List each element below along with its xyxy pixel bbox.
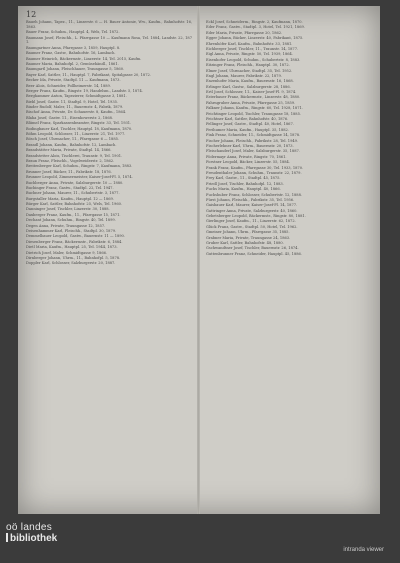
directory-entry: Feichtner Karl, Sattler, Bahnhofstr. 40, 1876.: [206, 117, 289, 122]
directory-entry: Brandl Johann, Kaufm., Bahnhofstr. 12, Lambach.: [26, 142, 117, 147]
directory-entry: Beer Alois, Schneider, Pollheimerstr. 14, 1889.: [26, 83, 111, 88]
directory-entry: Diesenberger Franz, Bäckermstr., Fabrikstr. 6, 1884.: [26, 239, 123, 244]
directory-entry: Fuchs Maria, Kaufm., Hauptpl. 40, 1866.: [206, 187, 281, 192]
directory-entry: Fellinger Josef, Gastw., Stadtpl. 40, Hotel, 1867.: [206, 122, 294, 127]
logo-line-1: oö landes: [6, 522, 53, 533]
directory-entry: Elmer Josef, Uhrmacher, Stadtpl. 35, Tel. 1952.: [206, 68, 293, 73]
directory-entry: Baumann Josef, Fleischh., L. Pfarrgasse 10 — Kaufmann Rosa, Tel. 1884, Landstr. 22, 1871.: [26, 35, 192, 45]
directory-entry: Gierlinger Josef, Kaufm., 11., Linzerstr. 62, 1872.: [206, 219, 296, 224]
directory-entry: Fischerlehner Karl, Uhrm., Bauernstr. 20, 1873.: [206, 143, 294, 148]
directory-entry: Danninger Josef, Tischler, Linzerstr. 30, 1888.: [26, 207, 110, 212]
directory-entry: Degen Anna, Private, Traungasse 12, 1857.: [26, 223, 106, 228]
viewer-footer: [0, 515, 400, 563]
directory-entry: Deisenhammer Karl, Fleischh., Stadtpl. 30, 1879.: [26, 229, 117, 234]
directory-entry: Blaha Josef, Gastw. 11., Eisenhowerstr. 2, 1868.: [26, 115, 114, 120]
directory-entry: Bodingbauer Karl, Tischler, Hauptpl. 18, Kaufmann, 1870.: [26, 126, 133, 131]
directory-entry: Guttenbrunner Franz, Schneider, Hauptpl. 45, 1886.: [206, 251, 302, 256]
library-logo[interactable]: [6, 522, 57, 544]
directory-entry: Becker Ida, Private, Stadtpl. 11 — Kaufmann, 1873.: [26, 78, 121, 83]
directory-entry: Buchinger Franz, Gastw., Stadtpl. 22, Tel. 1947.: [26, 185, 114, 190]
directory-entry: Dietl Maria, Kaufm., Hauptpl. 25, Tel. 1944, 1873.: [26, 245, 118, 250]
directory-entry: Eder Maria, Private, Pfarrgasse 20, 1862.: [206, 30, 283, 35]
directory-entry: Fuchshuber Franz, Schlosser, Schubertstr. 12, 1888.: [206, 192, 303, 197]
directory-entry: Brandstetter Alois, Tischlerei, Traunstr. 9, Tel. 1901.: [26, 153, 123, 158]
viewer-label: intranda viewer: [343, 547, 384, 553]
page-number: 12: [26, 10, 37, 19]
directory-entry: Brandstätter Maria, Private, Stadtpl. 14, 1866.: [26, 148, 112, 153]
directory-entry: Friedl Josef, Tischler, Bahnhofpl. 12, 1883.: [206, 181, 284, 186]
directory-entry: Gattringer Anna, Private, Salzburgerstr. 40, 1860.: [206, 208, 298, 213]
directory-entry: Fürst Johann, Fleischh., Fabrikstr. 35, Tel. 1956.: [206, 197, 295, 202]
directory-entry: Baumgartner Anna, Pfarrgasse 3, 1859, Hauptpl. 8.: [26, 45, 121, 50]
directory-entry: Buchberger Anna, Private, Salzburgerstr. 10 — 1880.: [26, 180, 124, 185]
directory-entry: Brunner Josef, Bäcker, 11., Fabrikstr. 18, 1876.: [26, 169, 112, 174]
directory-entry: Freudenthaler Johann, Schuhm., Traunstr. 22, 1879.: [206, 170, 302, 175]
logo-line-2-text: bibliothek: [10, 533, 58, 544]
directory-entry: Berger Franz, Kaufm., Ringstr. 19, Handelsm., Landstr. 5, 1874.: [26, 88, 143, 93]
directory-entry: Feichtinger Leopold, Tischler, Traungasse 18, 1885.: [206, 111, 302, 116]
directory-entry: Buchner Johann, Maurer, 11., Schubertstr. 3, 1877.: [26, 191, 120, 196]
directory-entry: Eigl Anna, Private, Ringstr. 50, Tel. 1939, 1864.: [206, 52, 293, 57]
directory-entry: Grabner Maria, Private, Traungasse 24, 1863.: [206, 235, 291, 240]
directory-entry: Dietrich Josef, Maler, Schmidtgasse 9, 1866.: [26, 250, 108, 255]
directory-entry: Dechant Johann, Schuhm., Ringstr. 40, Tel. 1899.: [26, 218, 116, 223]
directory-entry: Bürger Karl, Sattler, Bahnhofstr. 25, Wels, Tel. 1960.: [26, 202, 123, 207]
directory-entry: Gaisbauer Karl, Maurer, Kaiser-Josef-Pl. 14, 1877.: [206, 203, 298, 208]
directory-entry: Esterbauer Franz, Bäckermstr., Linzerstr. 48, 1880.: [206, 95, 301, 100]
directory-entry: Frey Karl, Gastw., 11., Stadtpl. 45, 1875.: [206, 176, 281, 181]
directory-entry: Blümel Franz, Sparkassenbeamter, Ringstr. 33, Tel. 1931.: [26, 121, 132, 126]
directory-entry: Baumer Maria, Bahnhofpl. 2, Gemüsehändl., 1861.: [26, 61, 119, 66]
directory-entry: Ferihumer Maria, Kaufm., Hauptpl. 35, 1882.: [206, 127, 289, 132]
directory-entry: Bischof Anna, Private, Dr. Schauerstr. 8, Kaufm., 1864.: [26, 110, 127, 115]
directory-entry: Breitenberger Karl, Schuhm., Ringstr. 7, Kaufmann, 1883.: [26, 164, 133, 169]
directory-entry: Gruber Karl, Sattler, Bahnhofstr. 48, 1880.: [206, 241, 284, 246]
directory-entry: Daxberger Franz, Kaufm., 11., Pfarrgasse 15, 1871.: [26, 212, 121, 217]
directory-entry: Baumer Heinrich, Bäckermstr., Linzerstr. 14, Tel. 2015, Kaufm.: [26, 56, 142, 61]
directory-entry: Gschwandtner Josef, Tischler, Bauernstr. 26, 1874.: [206, 246, 299, 251]
right-column: [206, 20, 372, 257]
directory-entry: Baumer Franz, Gastw., Bahnhofstr. 16, Lambach.: [26, 51, 116, 56]
directory-entry: Eckl Josef, Schneiderm., Ringstr. 2, Kaufmann, 1870.: [206, 20, 303, 24]
directory-entry: Engl Johann, Maurer, Fabrikstr. 22, 1879.: [206, 73, 282, 78]
directory-entry: Eichberger Josef, Tischler, 11., Traunstr. 14, 1877.: [206, 46, 299, 51]
directory-entry: Forstner Leopold, Bäcker, Linzerstr. 55, 1884.: [206, 160, 290, 165]
directory-entry: Bösch Josef, Uhrmacher, 11., Pfarrgasse 6 — 1885.: [26, 137, 120, 142]
directory-entry: Erlinger Karl, Gastw., Salzburgerstr. 28, 1886.: [206, 84, 291, 89]
directory-entry: Gmeiner Johann, Uhrm., Pfarrgasse 35, 1885.: [206, 230, 290, 235]
directory-entry: Fleischanderl Josef, Maler, Salzburgerstr. 35, 1887.: [206, 149, 300, 154]
directory-entry: Braun Franz, Fleischh., Vogelweiderstr. 2, 1862.: [26, 158, 115, 163]
directory-entry: Eder Franz, Gastw., Stadtpl. 3, Hotel, Tel. 1921, 1869.: [206, 25, 305, 30]
logo-line-2: [6, 533, 57, 544]
directory-entry: Egger Johann, Bäcker, Linzerstr. 40, Fabrikant, 1875.: [206, 36, 304, 41]
directory-entry: Glück Franz, Gastw., Stadtpl. 50, Hotel, Tel. 1962.: [206, 224, 298, 229]
directory-entry: Biebl Josef, Gastw. 11, Stadtpl. 9, Hotel, Tel. 1935.: [26, 99, 119, 104]
directory-entry: Burgstaller Maria, Kaufm., Hauptpl. 12 — 1869.: [26, 196, 114, 201]
directory-entry: Födermayr Anna, Private, Ringstr. 70, 1861.: [206, 154, 287, 159]
directory-entry: Ertl Josef, Schlosser, 11., Kaiser-Josef-Pl. 9, 1874.: [206, 90, 297, 95]
directory-entry: Doppler Karl, Schlosser, Salzburgerstr. 20, 1887.: [26, 261, 116, 266]
directory-entry: Gebetsberger Leopold, Bäckermstr., Ringstr. 80, 1881.: [206, 214, 306, 219]
logo-bar-icon: [6, 533, 8, 542]
directory-entry: Eisenhofer Leopold, Schuhm., Schubertstr. 8, 1883.: [206, 57, 301, 62]
directory-entry: Fischer Johann, Fleischh., Fabrikstr. 28, Tel. 1949.: [206, 138, 299, 143]
directory-entry: Bayer Karl, Sattler, 11., Hauptpl. 7, Fabrikant, Spitalgasse 20, 1872.: [26, 72, 151, 77]
directory-entry: Böhm Leopold, Schlosser, 11., Linzerstr. 21, Tel. 1977.: [26, 132, 126, 137]
directory-entry: Baueh Johann, Tapez., 11., Linzerstr. 6 — H. Bauer Antonie, Ww., Kaufm., Bahnhofstr. 16, 1863.: [26, 20, 192, 29]
scanned-page: [18, 6, 380, 514]
directory-entry: Ehrenhöfer Karl, Kaufm., Bahnhofstr. 33, 1881.: [206, 41, 293, 46]
directory-entry: Frank Franz, Kaufm., Pfarrgasse 30, Tel. 1933, 1870.: [206, 165, 304, 170]
left-column: [26, 20, 192, 267]
directory-entry: Falkner Johann, Kaufm., Ringstr. 60, Tel. 1928, 1871.: [206, 106, 303, 111]
directory-entry: Binder Rudolf, Maler, 11., Bauernstr. 4, Fabrik, 1879.: [26, 105, 124, 110]
directory-entry: Eitzinger Franz, Fleischh., Hauptpl. 30, 1872.: [206, 63, 290, 68]
directory-entry: Baumgartl Johann, Fleischhauer, Traungasse 5, 1860.: [26, 67, 125, 72]
directory-entry: Enzenhofer Maria, Kaufm., Bauernstr. 16, 1868.: [206, 79, 294, 84]
directory-entry: Demmelbauer Leopold, Gastw., Bauernstr. 11 — 1890.: [26, 234, 125, 239]
column-divider: [197, 6, 200, 514]
directory-entry: Bauer Franz, Schuhm., Hauptpl. 4, Wels, Tel. 1872.: [26, 30, 120, 35]
directory-entry: Dirnberger Johann, Uhrm., 11., Bahnhofpl. 5, 1878.: [26, 256, 121, 260]
directory-entry: Fink Franz, Schneider, 11., Schmidtgasse 14, 1878.: [206, 133, 301, 138]
directory-entry: Berghammer Anton, Tapezierer, Schmidtgasse 3, 1881.: [26, 94, 127, 99]
directory-entry: Brunner Leopold, Zimmermeister, Kaiser-Josef-Pl. 5, 1874.: [26, 175, 133, 180]
directory-entry: Fahrngruber Anna, Private, Pfarrgasse 25, 1859.: [206, 100, 296, 105]
